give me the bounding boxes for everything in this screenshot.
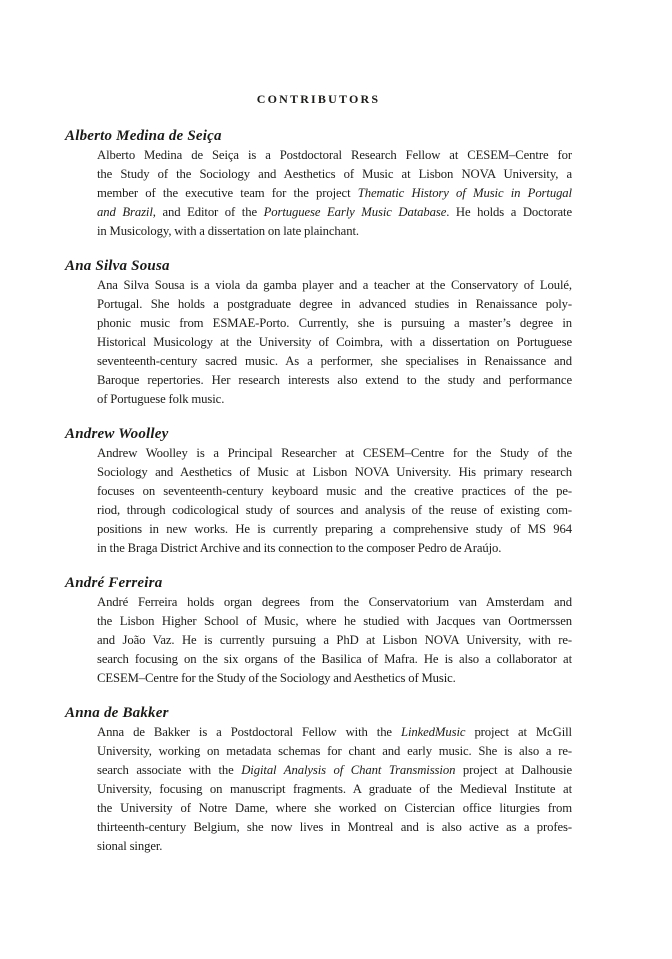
bio-line: search focusing on the six organs of the Basilica of Mafra. He is also a collaborator at [97,652,572,666]
contributor-name: Alberto Medina de Seiça [65,128,222,144]
contributor-bio [97,146,572,241]
bio-line: and João Vaz. He is currently pursuing a PhD at Lisbon NOVA University, with re- [97,633,572,647]
contributor-entry [65,425,572,558]
contributor-name: Andrew Woolley [65,426,169,442]
bio-line: Ana Silva Sousa is a viola da gamba player and a teacher at the Conservatory of Loulé, [97,278,572,292]
bio-line: of Portuguese folk music. [97,392,225,406]
bio-line: CESEM–Centre for the Study of the Sociology and Aesthetics of Music. [97,671,456,685]
contributor-bio [97,723,572,856]
bio-line: thirteenth-century Belgium, she now lives in Montreal and is also active as a profes- [97,820,572,834]
bio-line: University, focusing on manuscript fragments. A graduate of the Medieval Institute at [97,782,572,796]
bio-line: André Ferreira holds organ degrees from the Conservatorium van Amsterdam and [97,595,572,609]
bio-line: and Brazil, and Editor of the Portuguese Early Music Database. He holds a Doctorate [97,205,572,219]
bio-line: in the Braga District Archive and its connection to the composer Pedro de Araújo. [97,541,502,555]
bio-line: focuses on seventeenth-century keyboard music and the creative practices of the pe- [97,484,572,498]
bio-line: the Study of the Sociology and Aesthetics of Music at Lisbon NOVA University, a [97,167,572,181]
contributor-bio [97,593,572,688]
bio-line: member of the executive team for the project Thematic History of Music in Portugal [97,186,572,200]
bio-line: Sociology and Aesthetics of Music at Lisbon NOVA University. His primary research [97,465,572,479]
bio-line: search associate with the Digital Analysis of Chant Transmission project at Dalhousie [97,763,572,777]
contributor-entry [65,257,572,409]
bio-line: phonic music from ESMAE-Porto. Currently, she is pursuing a master’s degree in [97,316,572,330]
contributor-entry [65,704,572,856]
contributor-bio [97,276,572,409]
contributors-list [65,127,572,856]
bio-line: the University of Notre Dame, where she worked on Cistercian office liturgies from [97,801,572,815]
contributor-name: Anna de Bakker [65,705,169,721]
bio-line: in Musicology, with a dissertation on late plainchant. [97,224,359,238]
bio-line: Baroque repertories. Her research interests also extend to the study and performance [97,373,572,387]
bio-line: Andrew Woolley is a Principal Researcher at CESEM–Centre for the Study of the [97,446,572,460]
bio-line: Anna de Bakker is a Postdoctoral Fellow with the LinkedMusic project at McGill [97,725,572,739]
contributor-entry [65,127,572,241]
contributor-name: Ana Silva Sousa [65,258,170,274]
bio-line: seventeenth-century sacred music. As a performer, she specialises in Renaissance and [97,354,572,368]
contributor-bio [97,444,572,558]
bio-line: Portugal. She holds a postgraduate degree in advanced studies in Renaissance poly- [97,297,572,311]
page-title: CONTRIBUTORS [256,92,381,106]
contributor-name: André Ferreira [65,575,163,591]
bio-line: riod, through codicological study of sources and analysis of the reuse of existing com- [97,503,572,517]
bio-line: Historical Musicology at the University of Coimbra, with a dissertation on Portuguese [97,335,572,349]
bio-line: positions in new works. He is currently preparing a comprehensive study of MS 964 [97,522,572,536]
bio-line: sional singer. [97,839,163,853]
bio-line: Alberto Medina de Seiça is a Postdoctoral Research Fellow at CESEM–Centre for [97,148,572,162]
bio-line: the Lisbon Higher School of Music, where he studied with Jacques van Oortmerssen [97,614,572,628]
bio-line: University, working on metadata schemas for chant and early music. She is also a re- [97,744,572,758]
contributor-entry [65,574,572,688]
